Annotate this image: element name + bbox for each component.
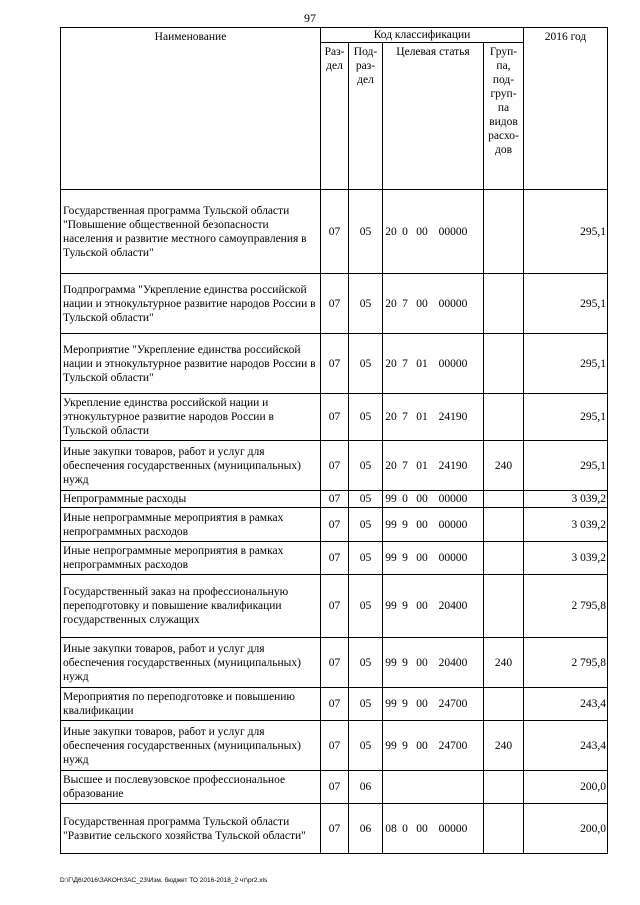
row-name: Государственный заказ на профессиональную переподготовку и повышение квалификации государственных служащих [61,575,321,638]
row-section: 07 [321,274,349,334]
row-expense-group: 240 [484,441,524,491]
csr-direction: 00000 [438,357,468,370]
row-expense-group: 240 [484,721,524,771]
row-amount: 3 039,2 [524,542,608,575]
row-amount: 295,1 [524,394,608,441]
row-name: Укрепление единства российской нации и этнокультурное развитие народов России в Тульской области [61,394,321,441]
page-number: 97 [304,11,316,25]
row-subsection: 05 [349,542,383,575]
row-section: 07 [321,394,349,441]
row-section: 07 [321,334,349,394]
table-row [61,542,608,575]
row-name: Иные закупки товаров, работ и услуг для обеспечения государственных (муниципальных) нужд [61,441,321,491]
row-amount: 200,0 [524,804,608,854]
row-section: 07 [321,190,349,274]
row-subsection: 05 [349,688,383,721]
csr-subprogram: 9 [402,518,408,531]
row-expense-group: 240 [484,638,524,688]
row-subsection: 06 [349,804,383,854]
table-row [61,804,608,854]
row-subsection: 05 [349,441,383,491]
table-row [61,575,608,638]
row-expense-group [484,491,524,508]
row-amount: 2 795,8 [524,638,608,688]
row-target-article [383,190,484,274]
row-name: Подпрограмма "Укрепление единства российской нации и этнокультурное развитие народов России в Тульской области" [61,274,321,334]
row-expense-group [484,274,524,334]
row-target-article [383,491,484,508]
csr-event: 00 [416,698,428,710]
row-subsection: 05 [349,508,383,542]
row-amount: 295,1 [524,441,608,491]
csr-program: 99 [385,739,397,752]
table-row [61,721,608,771]
header-expense-group: Груп- па, под- груп- па видов расхо- дов [484,43,524,190]
row-target-article [383,688,484,721]
csr-subprogram: 9 [402,600,408,612]
header-year: 2016 год [524,28,608,190]
row-expense-group [484,804,524,854]
csr-direction: 24190 [438,411,468,423]
budget-table [60,27,608,854]
row-section: 07 [321,441,349,491]
csr-direction: 20400 [438,656,468,669]
row-target-article [383,575,484,638]
csr-program: 99 [385,656,397,669]
header-target-article: Целевая статья [383,43,484,190]
row-subsection: 06 [349,771,383,804]
row-expense-group [484,508,524,542]
csr-program: 99 [385,518,397,531]
csr-program: 99 [385,698,397,710]
csr-subprogram: 7 [402,297,408,310]
csr-direction: 24700 [438,698,468,710]
row-section: 07 [321,638,349,688]
csr-direction: 00000 [438,518,468,531]
row-section: 07 [321,542,349,575]
csr-program: 20 [385,225,397,238]
row-name: Непрограммные расходы [61,491,321,508]
row-target-article [383,508,484,542]
csr-direction: 00000 [438,297,468,310]
row-target-article [383,721,484,771]
csr-program: 20 [385,357,397,370]
csr-subprogram: 9 [402,656,408,669]
row-expense-group [484,575,524,638]
row-name: Государственная программа Тульской области "Развитие сельского хозяйства Тульской области" [61,804,321,854]
row-name: Мероприятия по переподготовке и повышению квалификации [61,688,321,721]
row-name: Государственная программа Тульской области "Повышение общественной безопасности населения и развитие местного самоуправления в Тульской области" [61,190,321,274]
row-target-article [383,394,484,441]
table-row [61,688,608,721]
csr-direction: 24700 [438,739,468,752]
row-subsection: 05 [349,491,383,508]
row-amount: 200,0 [524,771,608,804]
table-row [61,334,608,394]
csr-event: 00 [416,656,428,669]
row-subsection: 05 [349,575,383,638]
row-target-article [383,804,484,854]
csr-event: 01 [416,459,428,472]
row-amount: 295,1 [524,334,608,394]
row-section: 07 [321,575,349,638]
csr-event: 01 [416,411,428,423]
csr-program: 99 [385,552,397,564]
row-subsection: 05 [349,394,383,441]
row-target-article [383,334,484,394]
csr-event: 00 [416,297,428,310]
row-amount: 3 039,2 [524,491,608,508]
csr-subprogram: 9 [402,552,408,564]
row-target-article [383,274,484,334]
table-row [61,274,608,334]
csr-event: 01 [416,357,428,370]
row-expense-group [484,190,524,274]
header-section: Раз- дел [321,43,349,190]
row-section: 07 [321,508,349,542]
csr-subprogram: 0 [402,225,408,238]
row-section: 07 [321,721,349,771]
row-section: 07 [321,771,349,804]
table-row [61,771,608,804]
row-subsection: 05 [349,274,383,334]
row-section: 07 [321,804,349,854]
row-expense-group [484,334,524,394]
row-amount: 2 795,8 [524,575,608,638]
row-name: Иные закупки товаров, работ и услуг для обеспечения государственных (муниципальных) нужд [61,638,321,688]
row-expense-group [484,688,524,721]
header-code-group: Код классификации [321,28,524,43]
csr-program: 20 [385,411,397,423]
table-row [61,491,608,508]
table-row [61,394,608,441]
csr-event: 00 [416,225,428,238]
row-target-article [383,771,484,804]
row-section: 07 [321,491,349,508]
row-name: Иные закупки товаров, работ и услуг для обеспечения государственных (муниципальных) нужд [61,721,321,771]
file-path-footer: D:\Г\Д6\2016\ЗАКОН\ЗАС_23\Изм. бюджет ТО 2016-2018_2 чт\pr2.xls [60,877,268,884]
csr-program: 08 [385,822,397,835]
row-subsection: 05 [349,190,383,274]
row-amount: 295,1 [524,190,608,274]
row-expense-group [484,542,524,575]
csr-subprogram: 7 [402,357,408,370]
csr-subprogram: 7 [402,459,408,472]
csr-event: 00 [416,493,428,505]
row-amount: 243,4 [524,721,608,771]
row-subsection: 05 [349,334,383,394]
row-expense-group [484,394,524,441]
row-amount: 243,4 [524,688,608,721]
row-name: Иные непрограммные мероприятия в рамках непрограммных расходов [61,542,321,575]
csr-subprogram: 9 [402,739,408,752]
row-name: Иные непрограммные мероприятия в рамках непрограммных расходов [61,508,321,542]
row-section: 07 [321,688,349,721]
table-row [61,508,608,542]
csr-direction: 00000 [438,225,468,238]
header-name: Наименование [61,28,321,190]
csr-direction: 00000 [438,822,468,835]
csr-direction: 20400 [438,600,468,612]
csr-subprogram: 9 [402,698,408,710]
row-expense-group [484,771,524,804]
row-subsection: 05 [349,638,383,688]
row-target-article [383,638,484,688]
csr-program: 99 [385,493,397,505]
row-amount: 295,1 [524,274,608,334]
csr-subprogram: 0 [402,822,408,835]
row-target-article [383,542,484,575]
row-subsection: 05 [349,721,383,771]
csr-event: 00 [416,552,428,564]
csr-program: 99 [385,600,397,612]
header-subsection: Под- раз- дел [349,43,383,190]
table-row [61,441,608,491]
csr-event: 00 [416,600,428,612]
csr-event: 00 [416,518,428,531]
csr-subprogram: 0 [402,493,408,505]
csr-event: 00 [416,822,428,835]
csr-program: 20 [385,459,397,472]
row-target-article [383,441,484,491]
csr-direction: 24190 [438,459,468,472]
csr-program: 20 [385,297,397,310]
table-row [61,638,608,688]
row-name: Мероприятие "Укрепление единства российской нации и этнокультурное развитие народов России в Тульской области" [61,334,321,394]
csr-direction: 00000 [438,493,468,505]
table-row [61,190,608,274]
row-name: Высшее и послевузовское профессиональное образование [61,771,321,804]
csr-direction: 00000 [438,552,468,564]
csr-subprogram: 7 [402,411,408,423]
row-amount: 3 039,2 [524,508,608,542]
csr-event: 00 [416,739,428,752]
